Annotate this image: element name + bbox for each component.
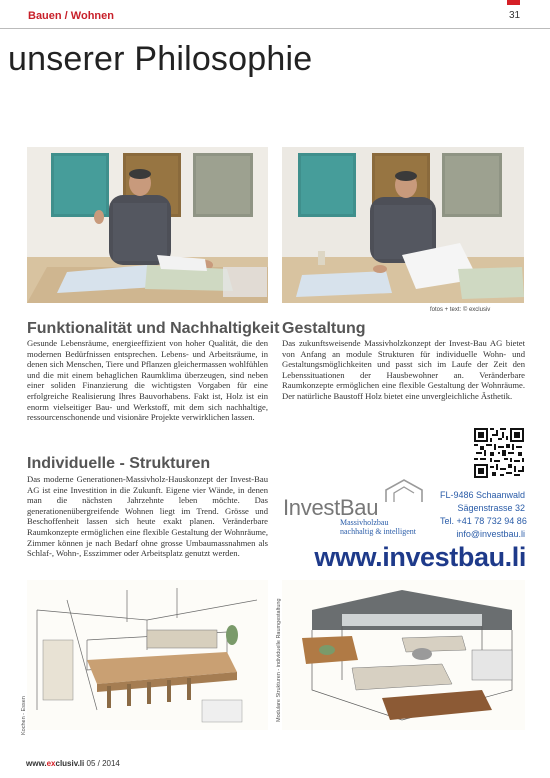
photo-man-presenting-left	[27, 147, 268, 303]
heading-gestaltung: Gestaltung	[282, 320, 366, 337]
text-funktionalitaet: Gesunde Lebensräume, energieeffizient von hoher Qualität, die den modernen Bedürfnissen entsprechen. Lebens- und Arbeitsräume, in denen sich Menschen, Tiere und Pflanzen gleichermassen wohlfühlen und die mit einem behaglichen Raumklima überzeugen, sind neben einer soliden Finanzierung die wichtigsten Vorgaben für eine erfolgreiche Realisierung Ihres Bauvorhabens. Fakt ist, Holz ist ein enorm vielseitiger Bau- und Werkstoff, mit dem sich nachhaltige, ressourcenschonende und visionäre Projekte verwirklichen lassen.	[27, 338, 268, 423]
caption-left-sketch: Kochen - Essen	[21, 696, 27, 735]
heading-funktionalitaet: Funktionalität und Nachhaltigkeit	[27, 320, 280, 337]
photo-credit: fotos + text: © exclusiv	[430, 307, 491, 313]
logo-wordmark: InvestBau	[283, 495, 379, 520]
text-individuelle-strukturen: Das moderne Generationen-Massivholz-Hauskonzept der Invest-Bau AG ist eine Investition in die Zukunft. Eigene vier Wände, in denen man die nächsten Jahrzehnte leben möchte. Das generationenübergreifende Wohnen liegt im Trend. Grösse und Beschoffenheit lassen sich heute exakt planen. Veränderbare Raumkonzepte ermöglichen eine flexible Gestaltung der Wohnräume, Zimmer können je nach Bedarf ohne grosse Umbaumassnahmen als Schlaf-, Wohn-, Esszimmer oder Arbeitsplatz genutzt werden.	[27, 474, 268, 559]
page-number: 31	[509, 10, 521, 21]
website-link[interactable]: www.investbau.li	[314, 542, 526, 572]
address-street: Sägenstrasse 32	[457, 503, 525, 513]
logo-tagline-2: nachhaltig & intelligent	[340, 527, 416, 536]
email-link[interactable]: info@investbau.li	[456, 529, 525, 539]
text-gestaltung: Das zukunftsweisende Massivholzkonzept der Invest-Bau AG bietet von Anfang an module Strukturen für individuelle Wohn- und Gestaltungsmöglichkeiten und passt sich im Laufe der Zeit den Lebenssituationen der Hausbewohner an. Veränderbare Raumkonzepte ermöglichen eine flexible Gestaltung der Wohnräume. Der natürliche Baustoff Holz bietet eine unvergleichliche Ästhetik.	[282, 338, 525, 401]
page-footer	[26, 759, 120, 768]
page-header	[0, 0, 550, 28]
logo-tagline-1: Massivholzbau	[340, 518, 389, 527]
address-town: FL-9486 Schaanwald	[440, 490, 526, 500]
sketch-modular-living	[282, 580, 525, 730]
phone-number[interactable]: Tel. +41 78 732 94 86	[440, 516, 527, 526]
heading-individuelle-strukturen: Individuelle - Strukturen	[27, 455, 211, 472]
qr-code[interactable]	[474, 428, 524, 478]
footer-brand-accent: ex	[46, 759, 56, 768]
page-headline: unserer Philosophie	[8, 40, 313, 78]
footer-issue: 05 / 2014	[86, 759, 120, 768]
footer-brand-prefix: www.	[26, 759, 47, 768]
red-page-tab	[507, 0, 520, 5]
caption-right-sketch: Modulare Strukturen - individuelle Raumgestaltung	[276, 598, 282, 722]
photo-man-reading-plans-right	[282, 147, 524, 303]
section-label: Bauen / Wohnen	[28, 10, 114, 22]
investbau-logo	[283, 478, 433, 538]
sketch-kitchen-dining	[27, 580, 268, 730]
house-icon	[384, 478, 424, 504]
header-divider	[0, 28, 550, 29]
footer-brand-suffix: clusiv.li	[55, 759, 85, 768]
